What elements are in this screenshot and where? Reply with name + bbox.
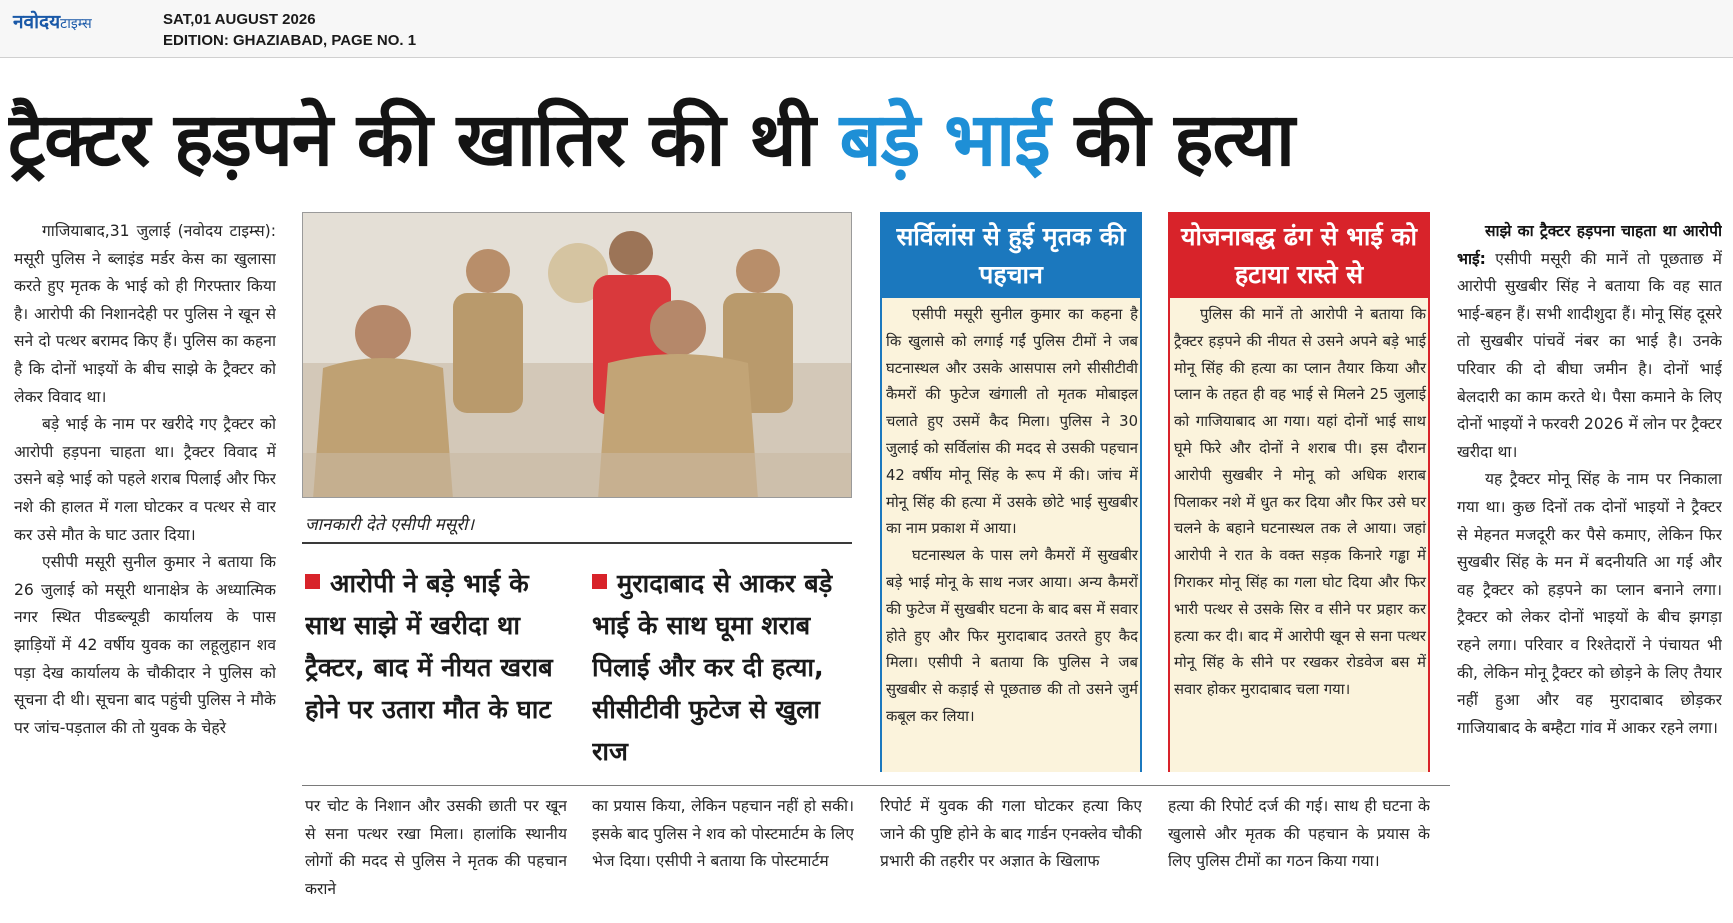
story-continuation-5	[1168, 793, 1430, 905]
story-paragraph: रिपोर्ट में युवक की गला घोटकर हत्या किए जाने की पुष्टि होने के बाद गार्डन एनक्लेव चौकी प्रभारी की तहरीर पर अज्ञात के खिलाफ	[880, 797, 1142, 871]
sidebar-box-red-body	[1168, 298, 1430, 772]
story-paragraph: यह ट्रैक्टर मोनू सिंह के नाम पर निकाला गया था। कुछ दिनों तक दोनों भाइयों ने ट्रैक्टर से मेहनत मजदूरी कर पैसे कमाए, लेकिन फिर सुखबीर सिंह के मन में बदनीयति आ गई और वह ट्रैक्टर को हड़पने का प्लान बनाने लगा। ट्रैक्टर को लेकर दोनों भाइयों के बीच झगड़ा रहने लगा। परिवार व रिश्तेदारों ने पंचायत भी की, लेकिन मोनू ट्रैक्टर को छोड़ने के लिए तैयार नहीं हुआ और वह मुरादाबाद छोड़कर गाजियाबाद के बम्हैटा गांव में आकर रहने लगा।	[1457, 470, 1722, 737]
story-text: एसीपी मसूरी की मानें तो पूछताछ में आरोपी सुखबीर सिंह ने बताया कि वह सात भाई-बहन हैं। सभी शादीशुदा हैं। मोनू सिंह दूसरे तो सुखबीर पांचवें नंबर का भाई है। उनके परिवार की दो बीघा जमीन है। दोनों भाई बेलदारी का काम करते थे। पैसा कमाने के लिए दोनों भाइयों ने फरवरी 2026 में लोन पर ट्रैक्टर खरीदा था।	[1457, 249, 1722, 461]
red-square-icon	[305, 574, 320, 589]
news-photo	[302, 212, 852, 498]
main-headline	[8, 76, 1728, 204]
edition-date: SAT,01 AUGUST 2026	[163, 11, 316, 28]
story-paragraph	[1457, 218, 1722, 466]
story-paragraph: गाजियाबाद,31 जुलाई (नवोदय टाइम्स): मसूरी पुलिस ने ब्लाइंड मर्डर केस का खुलासा करते हुए मृतक के भाई को ही गिरफ्तार किया है। आरोपी की निशानदेही पर पुलिस ने खून से सने दो पत्थर बरामद किए हैं। पुलिस का कहना है कि दोनों भाइयों के बीच साझे के ट्रैक्टर को लेकर विवाद था।	[14, 222, 276, 406]
box-paragraph: पुलिस की मानें तो आरोपी ने बताया कि ट्रैक्टर हड़पने की नीयत से उसने अपने बड़े भाई मोनू सिंह की हत्या का प्लान तैयार किया और प्लान के तहत ही वह भाई से मिलने 25 जुलाई को गाजियाबाद आ गया। यहां दोनों भाई साथ घूमे फिरे और दोनों ने शराब पी। इस दौरान आरोपी सुखबीर ने मोनू को अधिक शराब पिलाकर नशे में धुत कर दिया और फिर उसे घर चलने के बहाने घटनास्थल तक ले आया। जहां आरोपी ने रात के वक्त सड़क किनारे गड्ढा में गिराकर मोनू सिंह का गला घोट दिया और फिर भारी पत्थर से उसके सिर व सीने पर प्रहार कर हत्या कर दी। बाद में आरोपी खून से सना पत्थर मोनू सिंह के सीने पर रखकर रोडवेज बस में सवार होकर मुरादाबाद चला गया।	[1174, 306, 1426, 699]
headline-highlight: बड़े भाई	[839, 97, 1050, 183]
pullquote-left	[305, 563, 567, 773]
pullquote-right-text: मुरादाबाद से आकर बड़े भाई के साथ घूमा शराब पिलाई और कर दी हत्या, सीसीटीवी फुटेज से खुला राज	[592, 569, 833, 767]
story-continuation-4	[880, 793, 1142, 905]
story-paragraph: का प्रयास किया, लेकिन पहचान नहीं हो सकी। इसके बाद पुलिस ने शव को पोस्टमार्टम के लिए भेज दिया। एसीपी ने बताया कि पोस्टमार्टम	[592, 797, 854, 871]
photo-rule	[302, 542, 852, 544]
story-paragraph: एसीपी मसूरी सुनील कुमार ने बताया कि 26 जुलाई को मसूरी थानाक्षेत्र के अध्यात्मिक नगर स्थित पीडब्ल्यूडी कार्यालय के पास झाड़ियों में 42 वर्षीय युवक का लहूलुहान शव पड़ा देख कार्यालय के चौकीदार ने पुलिस को सूचना दी थी। सूचना बाद पहुंची पुलिस ने मौके पर जांच-पड़ताल की तो युवक के चेहरे	[14, 553, 276, 737]
headline-part-1: ट्रैक्टर हड़पने की खातिर की थी	[8, 97, 840, 183]
photo-caption: जानकारी देते एसीपी मसूरी।	[305, 515, 475, 535]
story-paragraph: हत्या की रिपोर्ट दर्ज की गई। साथ ही घटना के खुलासे और मृतक की पहचान के प्रयास के लिए पुलिस टीमों का गठन किया गया।	[1168, 797, 1430, 871]
bottom-rule	[302, 785, 1450, 786]
logo-sub-text: टाइम्स	[60, 16, 92, 32]
story-paragraph: बड़े भाई के नाम पर खरीदे गए ट्रैक्टर को आरोपी हड़पना चाहता था। ट्रैक्टर विवाद में उसने बड़े भाई को पहले शराब पिलाई और फिर नशे की हालत में गला घोटकर व पत्थर से वार कर उसे मौत के घाट उतार दिया।	[14, 415, 276, 544]
sidebar-box-blue-title: सर्विलांस से हुई मृतक की पहचान	[880, 212, 1142, 298]
headline-part-2: की हत्या	[1049, 97, 1295, 183]
edition-bar	[0, 0, 1733, 58]
red-square-icon	[592, 574, 607, 589]
story-column-1	[14, 218, 276, 918]
sidebar-box-blue-body	[880, 298, 1142, 772]
story-continuation-2	[305, 793, 567, 905]
sidebar-box-red-title: योजनाबद्ध ढंग से भाई को हटाया रास्ते से	[1168, 212, 1430, 298]
story-continuation-3	[592, 793, 854, 905]
edition-meta	[163, 9, 416, 51]
newspaper-logo[interactable]	[13, 10, 141, 34]
pullquote-right	[592, 563, 854, 773]
pullquote-left-text: आरोपी ने बड़े भाई के साथ साझे में खरीदा था ट्रैक्टर, बाद में नीयत खराब होने पर उतारा मौत के घाट	[305, 569, 553, 725]
box-paragraph: घटनास्थल के पास लगे कैमरों में सुखबीर बड़े भाई मोनू के साथ नजर आया। अन्य कैमरों की फुटेज में सुखबीर घटना के बाद बस में सवार होते हुए और फिर मुरादाबाद उतरते हुए कैद मिला। एसीपी ने बताया कि पुलिस ने जब सुखबीर से कड़ाई से पूछताछ की तो उसने जुर्म कबूल कर लिया।	[886, 547, 1138, 725]
story-paragraph: पर चोट के निशान और उसकी छाती पर खून से सना पत्थर रखा मिला। हालांकि स्थानीय लोगों की मदद से पुलिस ने मृतक की पहचान कराने	[305, 797, 567, 898]
police-officers-photo	[303, 213, 852, 498]
subhead-lead: साझे का ट्रैक्टर हड़पना चाहता था आरोपी भाई:	[1457, 222, 1722, 268]
logo-main-text: नवोदय	[13, 11, 61, 33]
story-column-6	[1457, 218, 1722, 918]
box-paragraph: एसीपी मसूरी सुनील कुमार का कहना है कि खुलासे को लगाई गईं पुलिस टीमों ने जब घटनास्थल और उसके आसपास लगे सीसीटीवी कैमरों की फुटेज खंगाली तो मृतक मोबाइल चलाते हुए उसमें कैद मिला। पुलिस ने 30 जुलाई को सर्विलांस की मदद से उसकी पहचान 42 वर्षीय मोनू सिंह के रूप में की। जांच में मोनू सिंह की हत्या में उसके छोटे भाई सुखबीर का नाम प्रकाश में आया।	[886, 306, 1138, 538]
edition-page: EDITION: GHAZIABAD, PAGE NO. 1	[163, 32, 417, 49]
